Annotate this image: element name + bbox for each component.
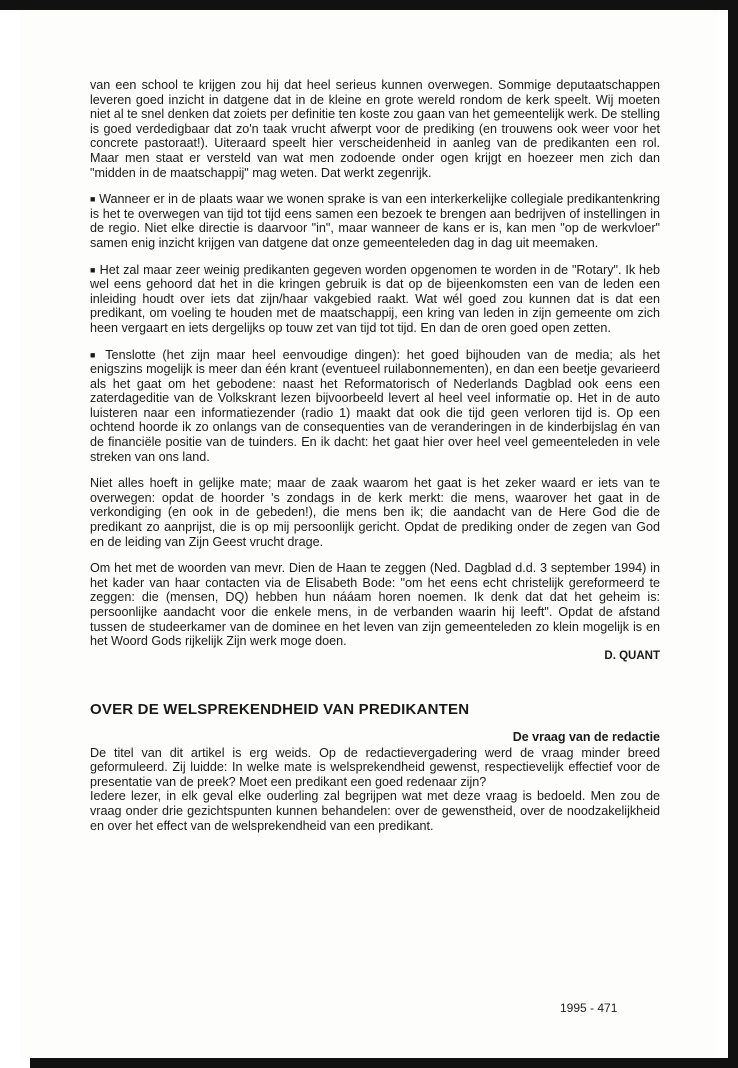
bullet-icon: ■ — [90, 264, 96, 275]
paragraph-dien-de-haan: Om het met de woorden van mevr. Dien de Haan te zeggen (Ned. Dagblad d.d. 3 september 1994) in het kader van haar contacten via de Elisabeth Bode: "om het eens echt christelijk gereformeerd te zeggen: die (mensen, DQ) hebben hun nááam horen noemen. Ik denk dat dat het geheim is: persoonlijke aandacht voor die enkele mens, in de verbanden waarin hij leeft". Opdat de afstand tussen de studeerkamer van de dominee en het leven van zijn gemeenteleden zo klein mogelijk is en het Woord Gods rijkelijk Zijn werk moge doen. — [90, 561, 660, 649]
paragraph-text: Het zal maar zeer weinig predikanten gegeven worden opgenomen te worden in de "Rotary". Ik heb wel eens gehoord dat het in die kringen gebruik is dat op de bijeenkomsten een van de leden een inleiding houdt over iets dat zijn/haar vakgebied raakt. Wat wél goed zou kunnen dat is dat een predikant, om voeling te houden met de maatschappij, een kring van leden in zijn gemeente om zich heen vergaart en iets dergelijks op touw zet van tijd tot tijd. En dan de oren goed open zetten. — [90, 262, 661, 335]
paragraph-school: van een school te krijgen zou hij dat heel serieus kunnen overwegen. Sommige deputaatschappen leveren goed inzicht in datgene dat in de kleine en grote wereld rondom de kerk speelt. Wij moeten niet al te snel denken dat zoiets per definitie ten koste zou gaan van het gemeentelijk werk. De stelling is goed verdedigbaar dat zo'n taak vrucht afwerpt voor de prediking (en trouwens ook weer voor het concrete pastoraat!). Uiteraard speelt hier verscheidenheid in aanleg van de predikanten een rol. Maar men staat er versteld van wat men zodoende onder ogen krijgt en hoezeer men zich dan "midden in de maatschappij" mag weten. Dat werkt zegenrijk. — [90, 78, 660, 180]
scan-border-right — [728, 0, 738, 1068]
paragraph-titel: De titel van dit artikel is erg weids. Op de redactievergadering werd de vraag minder breed geformuleerd. Zij luidde: In welke mate is welsprekendheid gewenst, respectievelijk effectief voor de presentatie van de preek? Moet een predikant een goed redenaar zijn? — [90, 745, 660, 789]
paragraph-media — [90, 348, 660, 465]
bullet-icon: ■ — [90, 194, 96, 205]
document-page — [20, 10, 718, 1058]
paragraph-predikantenkring — [90, 192, 660, 250]
bullet-icon: ■ — [90, 349, 99, 360]
paragraph-gelijke-mate: Niet alles hoeft in gelijke mate; maar de zaak waarom het gaat is het zeker waard er iets van te overwegen: opdat de hoorder 's zondags in de kerk merkt: die mens, waarover het gaat in de verkondiging (en ook in de gebeden!), die mens ben ik; die aandacht van de Here God die de predikant zo aanprijst, die is op mij persoonlijk gericht. Opdat de prediking onder de zegen van God en de leiding van Zijn Geest vrucht drage. — [90, 476, 660, 549]
page-number: 1995 - 471 — [560, 1001, 618, 1015]
author-signature: D. QUANT — [604, 649, 660, 662]
scan-border-bottom — [30, 1058, 738, 1068]
article-subtitle: De vraag van de redactie — [512, 729, 660, 744]
paragraph-iedere-lezer: Iedere lezer, in elk geval elke ouderling zal begrijpen wat met deze vraag is bedoeld. Men zou de vraag onder drie gezichtspunten kunnen behandelen: over de gewenstheid, over de noodzakelijkheid en over het effect van de welsprekendheid van een predikant. — [90, 789, 660, 833]
page-content — [90, 78, 660, 845]
paragraph-rotary — [90, 263, 660, 336]
paragraph-text: Tenslotte (het zijn maar heel eenvoudige dingen): het goed bijhouden van de media; als het enigszins mogelijk is meer dan één krant (eventueel ruilabonnementen), en dan een beetje gevarieerd als het gaat om het gebodene: naast het Reformatorisch of Nederlands Dagblad ook eens een zaterdageditie van de Volkskrant lezen bijvoorbeeld levert al heel veel informatie op. Het in de auto luisteren naar een informatiezender (radio 1) maakt dat ook die tijd geen verloren tijd is. Op een ochtend hoorde ik zo onlangs van de consequenties van de veranderingen in de kinderbijslag én van de financiële positie van de tuinders. En ik dacht: het gaat hier over heel veel gemeenteleden in vele streken van ons land. — [90, 347, 661, 464]
article-title: OVER DE WELSPREKENDHEID VAN PREDIKANTEN — [90, 701, 470, 719]
paragraph-text: Wanneer er in de plaats waar we wonen sprake is van een interkerkelijke collegiale predikantenkring is het te overwegen van tijd tot tijd eens samen een bezoek te brengen aan bedrijven of instellingen in de regio. Niet elke directie is daarvoor "in", maar wanneer de kans er is, kan men "op de werkvloer" samen enig inzicht krijgen van datgene dat onze gemeenteleden dag in dag uit meemaken. — [90, 192, 660, 250]
scan-border-top — [0, 0, 738, 10]
